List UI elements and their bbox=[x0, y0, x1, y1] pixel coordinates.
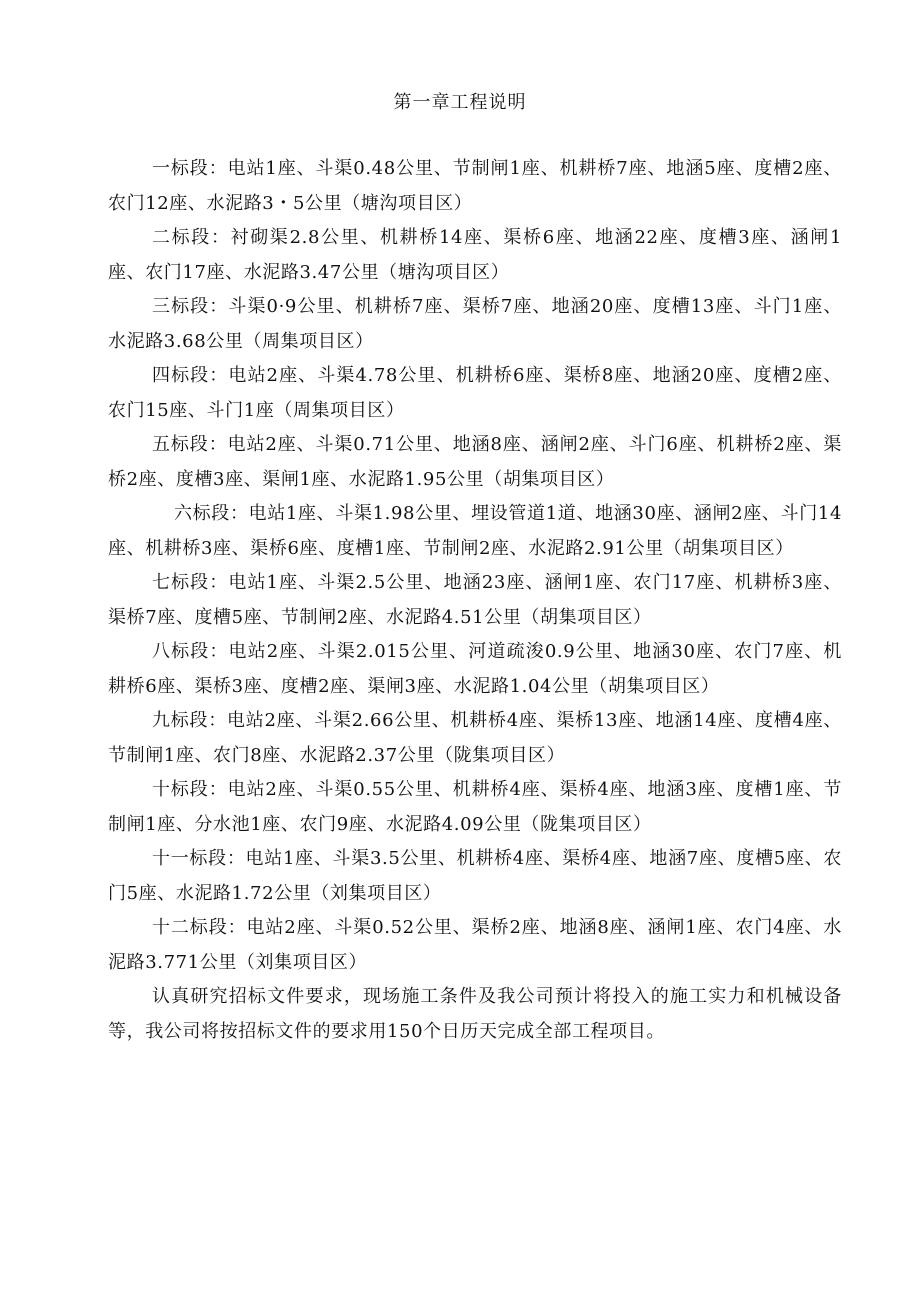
paragraph-section-4: 四标段：电站2座、斗渠4.78公里、机耕桥6座、渠桥8座、地涵20座、度槽2座、农门15座、斗门1座（周集项目区） bbox=[108, 365, 842, 421]
document-body bbox=[108, 152, 842, 1049]
paragraph-section-8: 八标段：电站2座、斗渠2.015公里、河道疏浚0.9公里、地涵30座、农门7座、机耕桥6座、渠桥3座、度槽2座、渠闸3座、水泥路1.04公里（胡集项目区） bbox=[108, 641, 842, 697]
paragraph-section-2: 二标段：衬砌渠2.8公里、机耕桥14座、渠桥6座、地涵22座、度槽3座、涵闸1座、农门17座、水泥路3.47公里（塘沟项目区） bbox=[108, 227, 843, 283]
paragraph-section-6: 六标段：电站1座、斗渠1.98公里、埋设管道1道、地涵30座、涵闸2座、斗门14座、机耕桥3座、渠桥6座、度槽1座、节制闸2座、水泥路2.91公里（胡集项目区） bbox=[108, 503, 842, 559]
paragraph-section-9: 九标段：电站2座、斗渠2.66公里、机耕桥4座、渠桥13座、地涵14座、度槽4座、节制闸1座、农门8座、水泥路2.37公里（陇集项目区） bbox=[108, 710, 842, 766]
paragraph-section-5: 五标段：电站2座、斗渠0.71公里、地涵8座、涵闸2座、斗门6座、机耕桥2座、渠桥2座、度槽3座、渠闸1座、水泥路1.95公里（胡集项目区） bbox=[108, 434, 842, 490]
paragraph-section-11: 十一标段：电站1座、斗渠3.5公里、机耕桥4座、渠桥4座、地涵7座、度槽5座、农门5座、水泥路1.72公里（刘集项目区） bbox=[108, 848, 842, 904]
paragraph-section-10: 十标段：电站2座、斗渠0.55公里、机耕桥4座、渠桥4座、地涵3座、度槽1座、节制闸1座、分水池1座、农门9座、水泥路4.09公里（陇集项目区） bbox=[108, 779, 842, 835]
paragraph-section-1: 一标段：电站1座、斗渠0.48公里、节制闸1座、机耕桥7座、地涵5座、度槽2座、农门12座、水泥路3・5公里（塘沟项目区） bbox=[108, 158, 842, 214]
paragraph-section-12: 十二标段：电站2座、斗渠0.52公里、渠桥2座、地涵8座、涵闸1座、农门4座、水泥路3.771公里（刘集项目区） bbox=[108, 917, 842, 973]
paragraph-schedule-summary: 认真研究招标文件要求，现场施工条件及我公司预计将投入的施工实力和机械设备等，我公司将按招标文件的要求用150个日历天完成全部工程项目。 bbox=[108, 986, 842, 1042]
page-title: 第一章工程说明 bbox=[393, 92, 527, 113]
paragraph-section-7: 七标段：电站1座、斗渠2.5公里、地涵23座、涵闸1座、农门17座、机耕桥3座、渠桥7座、度槽5座、节制闸2座、水泥路4.51公里（胡集项目区） bbox=[108, 572, 842, 628]
paragraph-section-3: 三标段：斗渠0·9公里、机耕桥7座、渠桥7座、地涵20座、度槽13座、斗门1座、水泥路3.68公里（周集项目区） bbox=[108, 296, 842, 352]
